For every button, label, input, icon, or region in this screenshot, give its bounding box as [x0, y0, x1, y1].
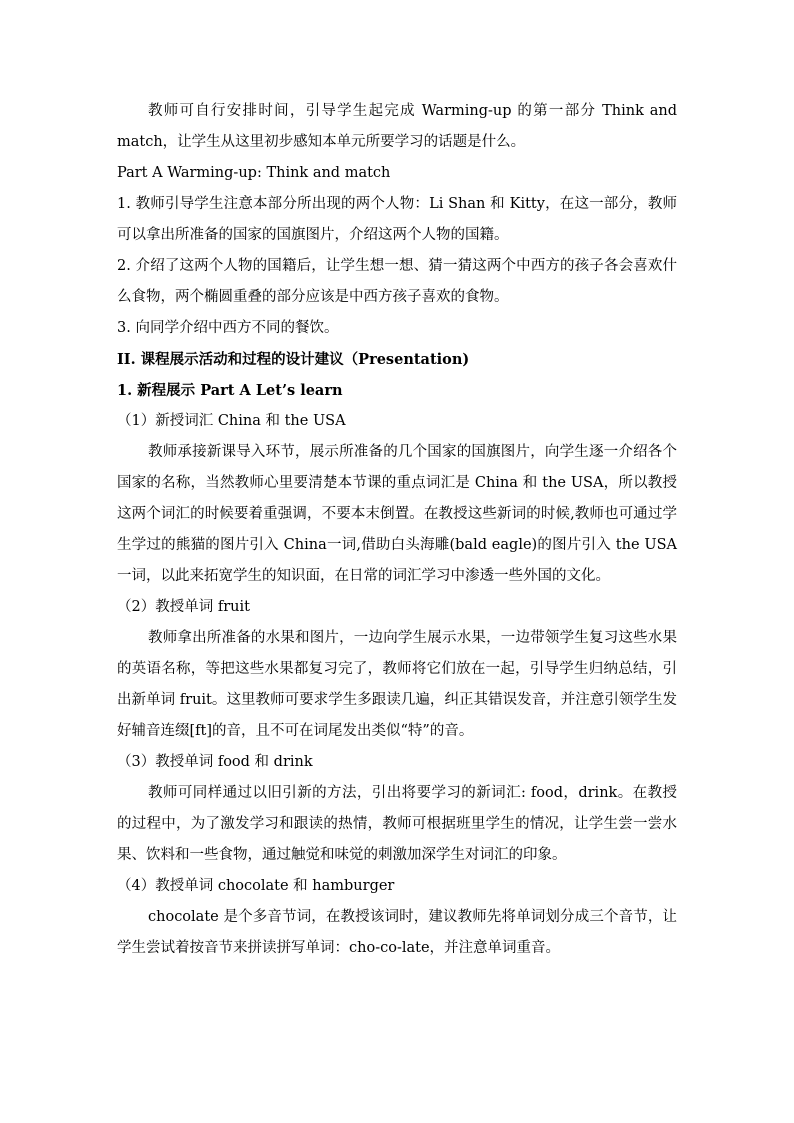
paragraph-step-1: 1. 教师引导学生注意本部分所出现的两个人物：Li Shan 和 Kitty，在这一部分，教师可以拿出所准备的国家的国旗图片，介绍这两个人物的国籍。	[117, 196, 677, 243]
document-body	[117, 96, 677, 964]
paragraph-part-a-heading: Part A Warming-up: Think and match	[117, 165, 391, 181]
item-heading-fruit: （2）教授单词 fruit	[117, 599, 250, 615]
paragraph-fruit: 教师拿出所准备的水果和图片，一边向学生展示水果，一边带领学生复习这些水果的英语名称，等把这些水果都复习完了，教师将它们放在一起，引导学生归纳总结，引出新单词 fruit。这里教师可要求学生多跟读几遍，纠正其错误发音，并注意引领学生发好辅音连缀[ft]的音，且不可在词尾发出类似“特”的音。	[117, 630, 677, 739]
paragraph-warmup-intro: 教师可自行安排时间，引导学生起完成 Warming-up 的第一部分 Think and match，让学生从这里初步感知本单元所要学习的话题是什么。	[117, 103, 677, 150]
subsection-heading-lets-learn: 1. 新程展示 Part A Let’s learn	[117, 382, 343, 399]
paragraph-chocolate: chocolate 是个多音节词，在教授该词时，建议教师先将单词划分成三个音节，让学生尝试着按音节来拼读拼写单词：cho-co-late，并注意单词重音。	[117, 909, 677, 956]
item-heading-food-drink: （3）教授单词 food 和 drink	[117, 754, 313, 770]
paragraph-step-3: 3. 向同学介绍中西方不同的餐饮。	[117, 320, 339, 336]
paragraph-food-drink: 教师可同样通过以旧引新的方法，引出将要学习的新词汇: food，drink。在教授的过程中，为了激发学习和跟读的热情，教师可根据班里学生的情况，让学生尝一尝水果、饮料和一些食物，通过触觉和味觉的刺激加深学生对词汇的印象。	[117, 785, 677, 863]
section-heading-presentation: II. 课程展示活动和过程的设计建议（Presentation)	[117, 351, 470, 368]
item-heading-china-usa: （1）新授词汇 China 和 the USA	[117, 413, 346, 429]
paragraph-step-2: 2. 介绍了这两个人物的国籍后，让学生想一想、猜一猜这两个中西方的孩子各会喜欢什么食物，两个椭圆重叠的部分应该是中西方孩子喜欢的食物。	[117, 258, 677, 305]
item-heading-chocolate-hamburger: （4）教授单词 chocolate 和 hamburger	[117, 878, 395, 894]
paragraph-china-usa: 教师承接新课导入环节，展示所准备的几个国家的国旗图片，向学生逐一介绍各个国家的名称，当然教师心里要清楚本节课的重点词汇是 China 和 the USA，所以教授这两个词汇的时候要着重强调，不要本末倒置。在教授这些新词的时候,教师也可通过学生学过的熊猫的图片引入 China一词,借助白头海雕(bald eagle)的图片引入 the USA一词，以此来拓宽学生的知识面，在日常的词汇学习中渗透一些外国的文化。	[117, 444, 677, 584]
